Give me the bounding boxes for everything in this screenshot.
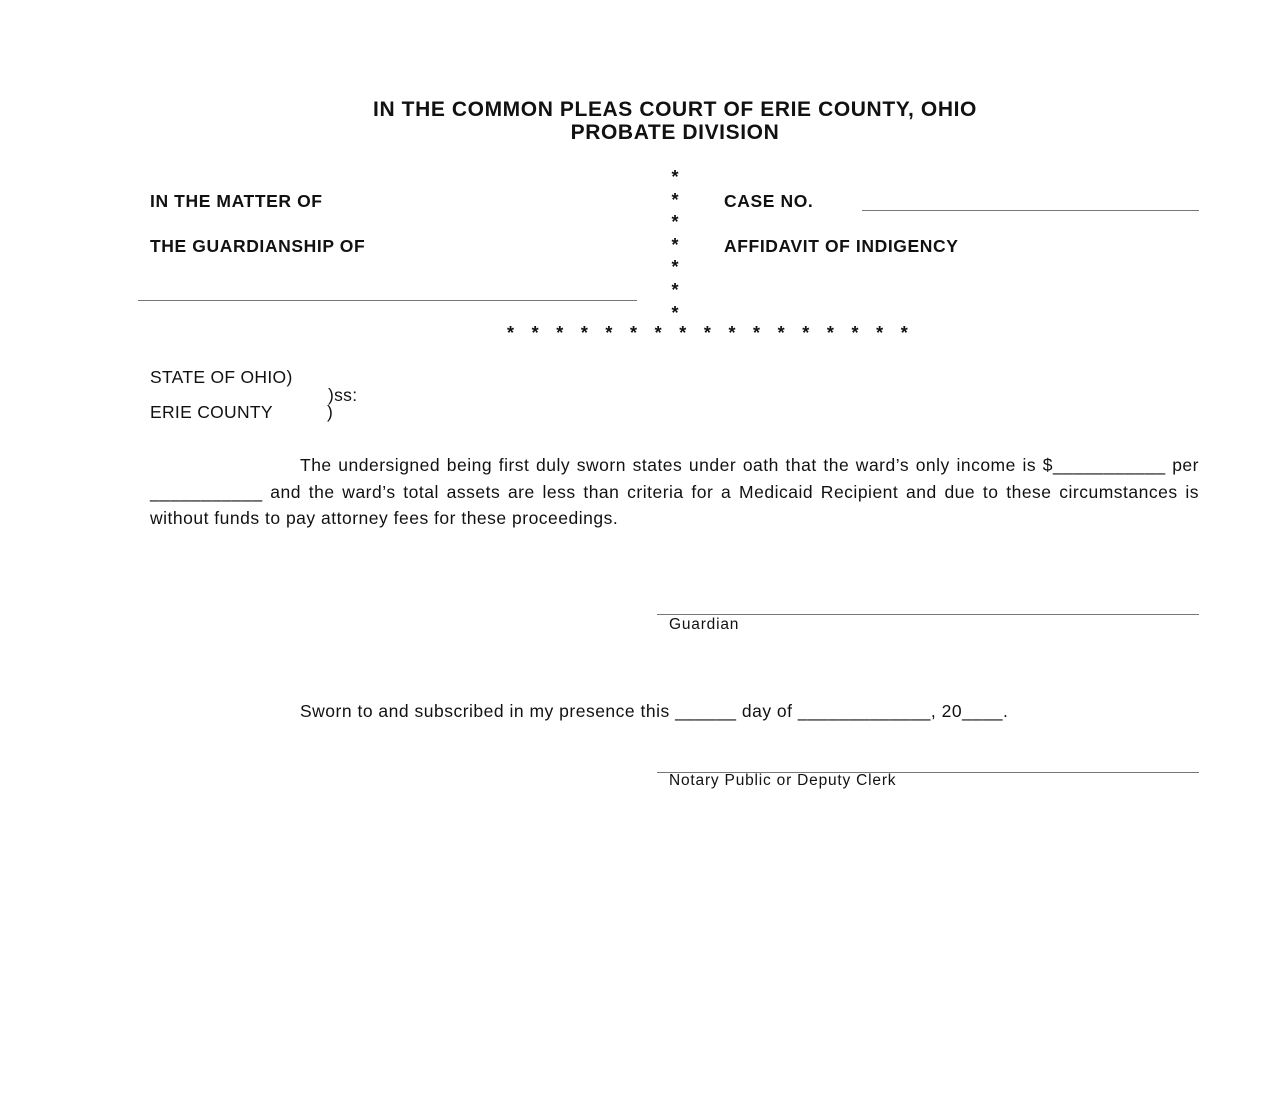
matter-line-2: THE GUARDIANSHIP OF bbox=[150, 236, 366, 256]
divider-star: * bbox=[671, 167, 679, 187]
affidavit-body bbox=[150, 452, 1199, 532]
affidavit-body-text: The undersigned being first duly sworn states under oath that the ward’s only income is $___________ per ___________ and the ward’s total assets are less than criteria for a Medicaid Recipient and due to these circumstances is without funds to pay attorney fees for these proceedings. bbox=[150, 455, 1199, 528]
venue-ss: )ss: bbox=[328, 385, 358, 405]
court-heading: IN THE COMMON PLEAS COURT OF ERIE COUNTY, OHIO bbox=[373, 98, 977, 121]
matter-line-1: IN THE MATTER OF bbox=[150, 191, 323, 211]
guardian-label: Guardian bbox=[669, 616, 740, 633]
divider-star: * bbox=[671, 234, 679, 255]
divider-star: * bbox=[671, 212, 679, 233]
caption-divider-vertical bbox=[668, 166, 682, 324]
notary-label: Notary Public or Deputy Clerk bbox=[669, 772, 897, 789]
document-title: AFFIDAVIT OF INDIGENCY bbox=[724, 236, 959, 256]
case-no-line[interactable] bbox=[862, 210, 1199, 211]
divider-star: * bbox=[671, 279, 679, 300]
venue-county: ERIE COUNTY bbox=[150, 402, 273, 422]
case-no-label: CASE NO. bbox=[724, 191, 814, 211]
ward-name-line[interactable] bbox=[138, 300, 637, 301]
caption-divider-horizontal: * * * * * * * * * * * * * * * * * bbox=[507, 323, 914, 343]
venue-county-paren: ) bbox=[327, 402, 334, 422]
guardian-signature-line[interactable] bbox=[657, 614, 1199, 615]
divider-star: * bbox=[671, 189, 679, 210]
venue-state: STATE OF OHIO) bbox=[150, 367, 293, 387]
jurat-text: Sworn to and subscribed in my presence this ______ day of _____________, 20____. bbox=[300, 701, 1009, 721]
divider-star: * bbox=[671, 257, 679, 278]
divider-star: * bbox=[671, 302, 679, 323]
division-heading: PROBATE DIVISION bbox=[570, 121, 780, 144]
